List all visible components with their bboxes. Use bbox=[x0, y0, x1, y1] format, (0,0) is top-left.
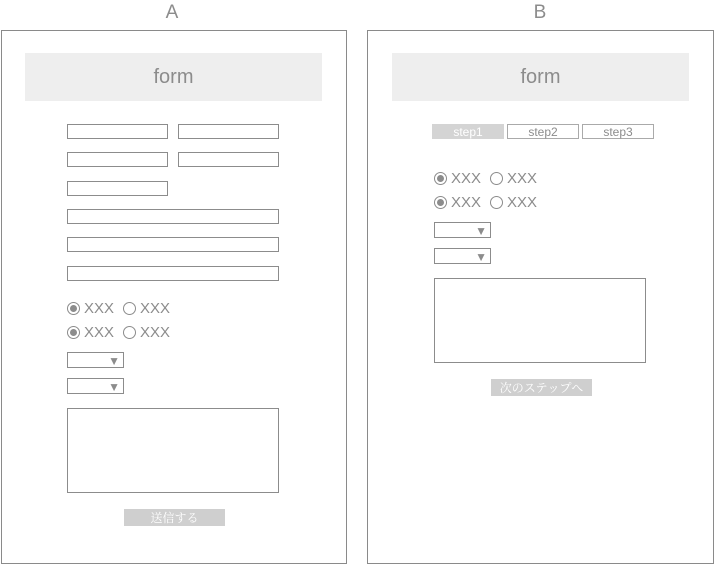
submit-button-label: 送信する bbox=[150, 511, 199, 525]
radio-group-a-1 bbox=[67, 299, 179, 317]
column-label-a: A bbox=[165, 2, 179, 23]
step-tab-2[interactable] bbox=[507, 124, 579, 139]
dropdown-arrow-icon: ▼ bbox=[475, 250, 487, 264]
radio-group-a-2 bbox=[67, 323, 179, 341]
text-field-a-4[interactable] bbox=[178, 152, 279, 167]
text-field-a-2[interactable] bbox=[178, 124, 279, 139]
dropdown-arrow-icon: ▼ bbox=[108, 354, 120, 368]
radio-label: XXX bbox=[84, 323, 115, 341]
form-header-b-label: form bbox=[520, 65, 561, 88]
radio-group-b-1 bbox=[434, 169, 546, 187]
radio-label: XXX bbox=[507, 169, 538, 187]
next-step-button[interactable] bbox=[491, 379, 592, 396]
radio-label: XXX bbox=[140, 299, 171, 317]
radio-a-2-2[interactable] bbox=[123, 326, 136, 339]
step-tab-3[interactable] bbox=[582, 124, 654, 139]
select-a-1[interactable] bbox=[67, 352, 124, 368]
step-tab-1-label: step1 bbox=[453, 124, 483, 139]
radio-b-2-2[interactable] bbox=[490, 196, 503, 209]
submit-button[interactable] bbox=[124, 509, 225, 526]
step-tab-1[interactable] bbox=[432, 124, 504, 139]
radio-b-1-2[interactable] bbox=[490, 172, 503, 185]
radio-label: XXX bbox=[451, 169, 482, 187]
select-a-2[interactable] bbox=[67, 378, 124, 394]
radio-label: XXX bbox=[451, 193, 482, 211]
select-b-1[interactable] bbox=[434, 222, 491, 238]
text-field-a-6[interactable] bbox=[67, 209, 279, 224]
textarea-a[interactable] bbox=[67, 408, 279, 493]
dropdown-arrow-icon: ▼ bbox=[475, 224, 487, 238]
step-tab-3-label: step3 bbox=[603, 124, 633, 139]
text-field-a-8[interactable] bbox=[67, 266, 279, 281]
form-header-b bbox=[392, 53, 689, 101]
text-field-a-1[interactable] bbox=[67, 124, 168, 139]
radio-group-b-2 bbox=[434, 193, 546, 211]
radio-label: XXX bbox=[507, 193, 538, 211]
textarea-b[interactable] bbox=[434, 278, 646, 363]
radio-a-2-1[interactable] bbox=[67, 326, 80, 339]
text-field-a-5[interactable] bbox=[67, 181, 168, 196]
radio-label: XXX bbox=[140, 323, 171, 341]
dropdown-arrow-icon: ▼ bbox=[108, 380, 120, 394]
next-step-button-label: 次のステップへ bbox=[499, 381, 584, 395]
form-header-a-label: form bbox=[153, 65, 194, 88]
select-b-2[interactable] bbox=[434, 248, 491, 264]
text-field-a-7[interactable] bbox=[67, 237, 279, 252]
radio-a-1-2[interactable] bbox=[123, 302, 136, 315]
radio-b-2-1[interactable] bbox=[434, 196, 447, 209]
radio-b-1-1[interactable] bbox=[434, 172, 447, 185]
column-label-b: B bbox=[533, 2, 547, 23]
radio-label: XXX bbox=[84, 299, 115, 317]
radio-a-1-1[interactable] bbox=[67, 302, 80, 315]
step-tab-2-label: step2 bbox=[528, 124, 558, 139]
text-field-a-3[interactable] bbox=[67, 152, 168, 167]
form-header-a bbox=[25, 53, 322, 101]
